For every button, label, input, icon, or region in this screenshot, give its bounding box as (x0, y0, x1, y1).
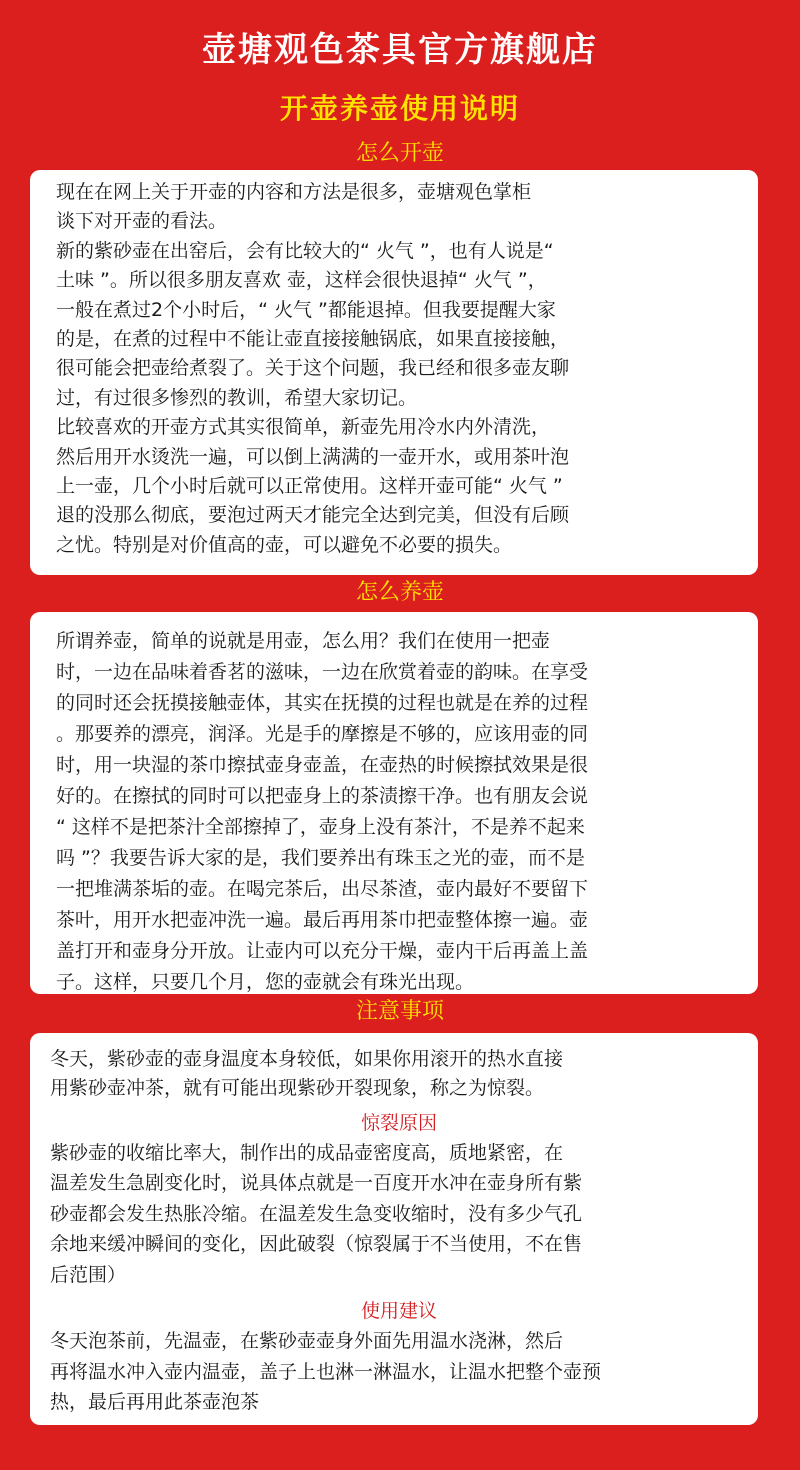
section-panel-notes (30, 1033, 758, 1425)
section-text-open-pot: 现在在网上关于开壶的内容和方法是很多，壶塘观色掌柜 谈下对开壶的看法。 新的紫砂壶在出窑后，会有比较大的“ 火气 ”，也有人说是“ 土味 ”。所以很多朋友喜欢 壶，这样会很快退掉“ 火气 ”， 一般在煮过2个小时后，“ 火气 ”都能退掉。但我要提醒大家 的是，在煮的过程中不能让壶直接接触锅底，如果直接接触， 很可能会把壶给煮裂了。关于这个问题，我已经和很多壶友聊 过，有过很多惨烈的教训，希望大家切记。 比较喜欢的开壶方式其实很简单，新壶先用冷水内外清洗， 然后用开水烫洗一遍，可以倒上满满的一壶开水，或用茶叶泡 上一壶，几个小时后就可以正常使用。这样开壶可能“ 火气 ” 退的没那么彻底，要泡过两天才能完全达到完美，但没有后顾 之忧。特别是对价值高的壶，可以避免不必要的损失。 (56, 181, 570, 556)
subheading-crack-cause: 惊裂原因 (360, 1111, 437, 1134)
section-heading-raise-pot: 怎么养壶 (355, 580, 444, 605)
store-title: 壶塘观色茶具官方旗舰店 (202, 30, 598, 70)
notes-intro-text: 冬天，紫砂壶的壶身温度本身较低，如果你用滚开的热水直接 用紫砂壶冲茶，就有可能出现紫砂开裂现象，称之为惊裂。 (50, 1048, 564, 1100)
usage-advice-text: 冬天泡茶前，先温壶，在紫砂壶壶身外面先用温水浇淋，然后 再将温水冲入壶内温壶，盖子上也淋一淋温水，让温水把整个壶预 热，最后再用此茶壶泡茶 (50, 1330, 602, 1414)
subheading-usage-advice: 使用建议 (360, 1300, 437, 1323)
section-heading-notes: 注意事项 (355, 999, 444, 1024)
section-text-raise-pot: 所谓养壶，简单的说就是用壶，怎么用？我们在使用一把壶 时，一边在品味着香茗的滋味，一边在欣赏着壶的韵味。在享受 的同时还会抚摸接触壶体，其实在抚摸的过程也就是在养的过程 。那要养的漂亮，润泽。光是手的摩擦是不够的，应该用壶的同 时，用一块湿的茶巾擦拭壶身壶盖，在壶热的时候擦拭效果是很 好的。在擦拭的同时可以把壶身上的茶渍擦干净。也有朋友会说 “ 这样不是把茶汁全部擦掉了，壶身上没有茶汁，不是养不起来 吗 ”？我要告诉大家的是，我们要养出有珠玉之光的壶，而不是 一把堆满茶垢的壶。在喝完茶后，出尽茶渣，壶内最好不要留下 茶叶，用开水把壶冲洗一遍。最后再用茶巾把壶整体擦一遍。壶 盖打开和壶身分开放。让壶内可以充分干燥，壶内干后再盖上盖 子。这样，只要几个月，您的壶就会有珠光出现。 (56, 630, 589, 993)
crack-cause-text: 紫砂壶的收缩比率大，制作出的成品壶密度高，质地紧密，在 温差发生急剧变化时，说具体点就是一百度开水冲在壶身所有紫 砂壶都会发生热胀冷缩。在温差发生急变收缩时，没有多少气孔 余地来缓冲瞬间的变化，因此破裂（惊裂属于不当使用，不在售 后范围） (50, 1141, 583, 1286)
page-title: 开壶养壶使用说明 (279, 92, 520, 125)
section-panel-raise-pot (30, 612, 758, 994)
section-panel-open-pot (30, 170, 758, 575)
section-heading-open-pot: 怎么开壶 (355, 141, 444, 166)
